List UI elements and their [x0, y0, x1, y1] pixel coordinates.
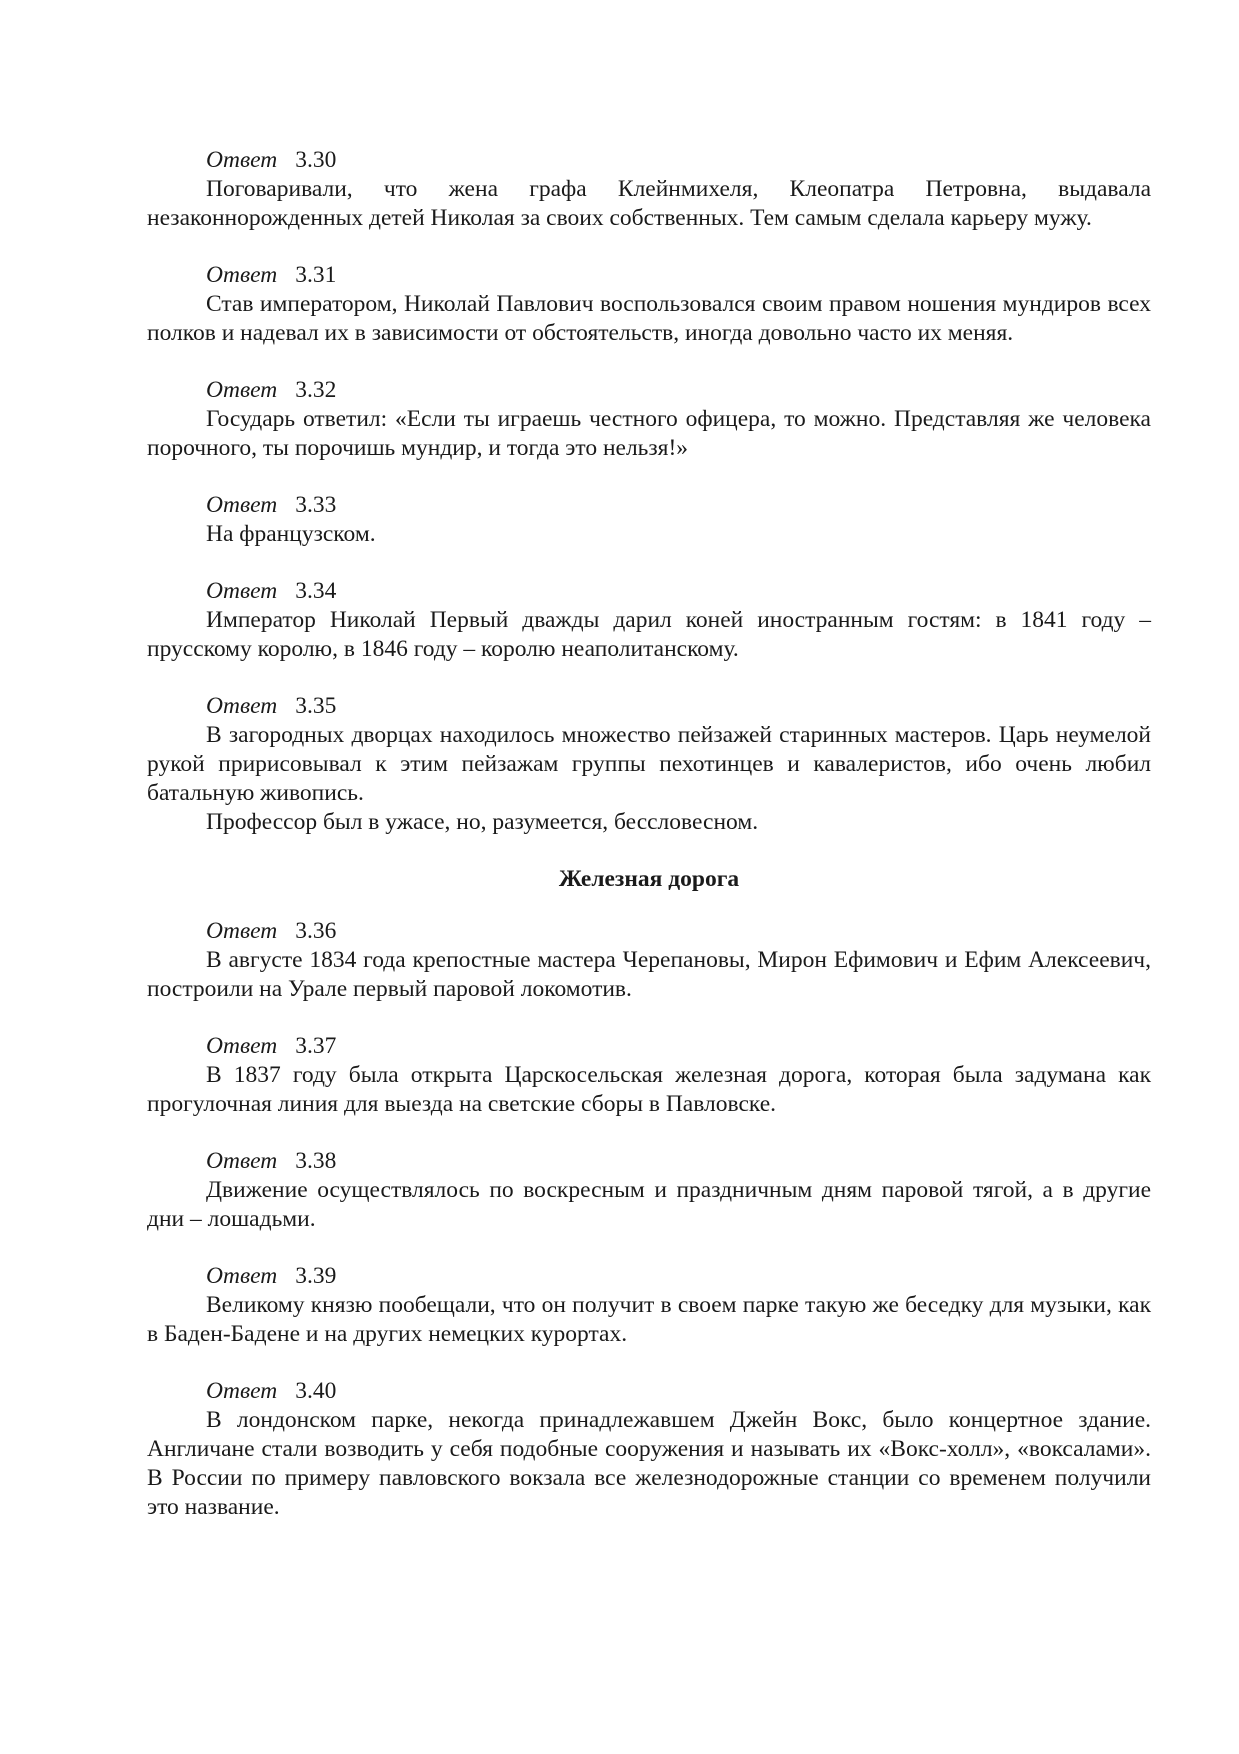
- answer-entry: [147, 577, 1151, 664]
- answer-label: Ответ: [206, 693, 278, 719]
- answer-label: Ответ: [206, 1033, 278, 1059]
- answer-label: Ответ: [206, 918, 278, 944]
- answer-heading: [147, 1147, 1151, 1176]
- answer-paragraph: В лондонском парке, некогда принадлежавшем Джейн Вокс, было концертное здание. Англичане стали возводить у себя подобные сооружения и называть их «Вокс-холл», «воксалами». В России по примеру павловского вокзала все железнодорожные станции со временем получили это название.: [147, 1407, 1151, 1520]
- answer-heading: [147, 376, 1151, 405]
- answer-entry: [147, 1262, 1151, 1349]
- answer-label: Ответ: [206, 262, 278, 288]
- answer-number: 3.37: [295, 1033, 337, 1059]
- answer-label: Ответ: [206, 1378, 278, 1404]
- answer-paragraph: Император Николай Первый дважды дарил коней иностранным гостям: в 1841 году – прусскому королю, в 1846 году – королю неаполитанскому.: [147, 607, 1151, 662]
- section-title: Железная дорога: [558, 866, 740, 892]
- answer-entry: [147, 376, 1151, 463]
- answer-number: 3.38: [295, 1148, 337, 1174]
- answer-paragraph: Движение осуществлялось по воскресным и праздничным дням паровой тягой, а в другие дни – лошадьми.: [147, 1177, 1151, 1232]
- answer-number: 3.30: [295, 147, 337, 173]
- answer-label: Ответ: [206, 377, 278, 403]
- answer-heading: [147, 577, 1151, 606]
- answer-heading: [147, 692, 1151, 721]
- answer-label: Ответ: [206, 492, 278, 518]
- answer-paragraph: Профессор был в ужасе, но, разумеется, бессловесном.: [206, 809, 759, 835]
- answer-number: 3.31: [295, 262, 337, 288]
- document-page: [147, 146, 1151, 1550]
- answer-entry: [147, 1377, 1151, 1522]
- answer-entry: [147, 491, 1151, 549]
- answer-number: 3.39: [295, 1263, 337, 1289]
- answer-heading: [147, 917, 1151, 946]
- answer-entry: [147, 917, 1151, 1004]
- answer-heading: [147, 146, 1151, 175]
- answer-label: Ответ: [206, 578, 278, 604]
- answer-paragraph: В августе 1834 года крепостные мастера Черепановы, Мирон Ефимович и Ефим Алексеевич, построили на Урале первый паровой локомотив.: [147, 947, 1151, 1002]
- answer-paragraph: В 1837 году была открыта Царскосельская железная дорога, которая была задумана как прогулочная линия для выезда на светские сборы в Павловске.: [147, 1062, 1151, 1117]
- answer-number: 3.33: [295, 492, 337, 518]
- answer-paragraph: Великому князю пообещали, что он получит в своем парке такую же беседку для музыки, как в Баден-Бадене и на других немецких курортах.: [147, 1292, 1151, 1347]
- answer-paragraph: Став императором, Николай Павлович воспользовался своим правом ношения мундиров всех полков и надевал их в зависимости от обстоятельств, иногда довольно часто их меняя.: [147, 291, 1151, 346]
- answer-entry: [147, 1147, 1151, 1234]
- answer-heading: [147, 1262, 1151, 1291]
- answer-heading: [147, 491, 1151, 520]
- answer-entry: [147, 146, 1151, 233]
- answer-entry: [147, 1032, 1151, 1119]
- answer-label: Ответ: [206, 147, 278, 173]
- answer-paragraph: На французском.: [206, 521, 376, 547]
- answer-number: 3.35: [295, 693, 337, 719]
- answer-heading: [147, 1377, 1151, 1406]
- answer-heading: [147, 1032, 1151, 1061]
- answer-label: Ответ: [206, 1263, 278, 1289]
- answer-number: 3.32: [295, 377, 337, 403]
- answer-number: 3.40: [295, 1378, 337, 1404]
- answer-entry: [147, 261, 1151, 348]
- answer-paragraph: Государь ответил: «Если ты играешь честного офицера, то можно. Представляя же человека порочного, ты порочишь мундир, и тогда это нельзя!»: [147, 406, 1151, 461]
- answer-number: 3.36: [295, 918, 337, 944]
- answer-label: Ответ: [206, 1148, 278, 1174]
- answer-entry: [147, 692, 1151, 837]
- answer-paragraph: В загородных дворцах находилось множество пейзажей старинных мастеров. Царь неумелой рукой пририсовывал к этим пейзажам группы пехотинцев и кавалеристов, ибо очень любил батальную живопись.: [147, 722, 1151, 806]
- answer-paragraph: Поговаривали, что жена графа Клейнмихеля, Клеопатра Петровна, выдавала незаконнорожденных детей Николая за своих собственных. Тем самым сделала карьеру мужу.: [147, 176, 1151, 231]
- answer-number: 3.34: [295, 578, 337, 604]
- answer-heading: [147, 261, 1151, 290]
